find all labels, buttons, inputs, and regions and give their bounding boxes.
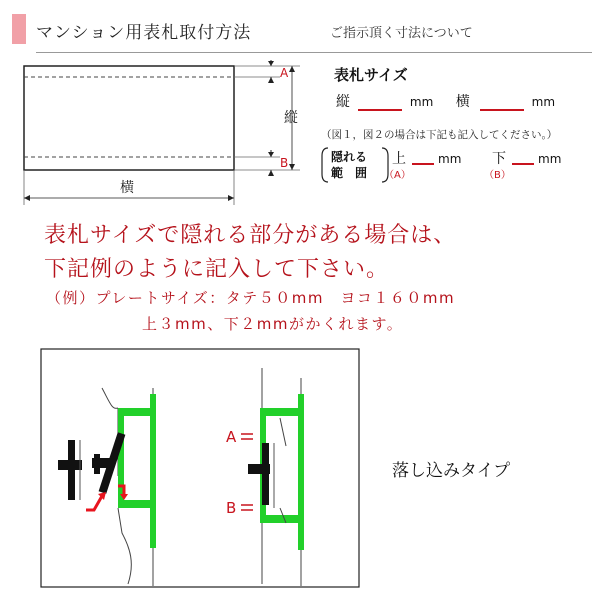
top-blank: [412, 149, 434, 165]
dimension-label-b: B: [280, 156, 289, 170]
diagram-border: [41, 349, 359, 587]
notice-line-2: 下記例のように記入して下さい。: [44, 257, 390, 282]
horizontal-label: 横: [455, 94, 470, 110]
mount-type-label: 落し込みタイプ: [392, 461, 511, 481]
header-divider: [36, 52, 592, 53]
top-label: 上: [392, 151, 406, 167]
plate-outline: [24, 66, 234, 170]
example-line-2: 上３mm、下２mmがかくれます。: [142, 315, 404, 333]
size-title: 表札サイズ: [334, 66, 408, 84]
page-subtitle: ご指示頂く寸法について: [330, 26, 473, 41]
vertical-label: 縦: [336, 94, 350, 110]
horizontal-unit: mm: [531, 95, 556, 109]
horizontal-blank: [480, 95, 524, 111]
top-sub-label: （A）: [384, 170, 411, 181]
vertical-unit: mm: [409, 95, 434, 109]
top-unit: mm: [438, 152, 462, 166]
hidden-range-label-2: 範 囲: [331, 166, 368, 180]
bottom-blank: [512, 149, 534, 165]
dimension-label-horizontal: 横: [120, 180, 134, 196]
dimension-label-a: A: [280, 66, 289, 80]
bottom-label: 下: [492, 151, 506, 167]
header: [12, 12, 582, 42]
example-line-1: （例）プレートサイズ：タテ５０mm ヨコ１６０mm: [46, 289, 456, 307]
bottom-sub-label: （B）: [484, 170, 511, 181]
hidden-range-block: [320, 146, 590, 186]
plate-dimension-diagram: [0, 60, 310, 210]
size-input-row: [336, 91, 596, 113]
page-title: マンション用表札取付方法: [36, 23, 252, 43]
instruction-note: （図１，図２の場合は下記も記入してください。）: [321, 129, 558, 141]
dimension-label-vertical: 縦: [284, 110, 298, 126]
mount-label-a: A: [226, 428, 237, 446]
mount-label-b: B: [226, 499, 237, 517]
vertical-blank: [358, 95, 402, 111]
mounting-diagram: [40, 348, 360, 588]
bottom-unit: mm: [538, 152, 562, 166]
header-accent-bar: [12, 14, 26, 44]
hidden-range-label-1: 隠れる: [331, 150, 368, 164]
notice-line-1: 表札サイズで隠れる部分がある場合は、: [44, 223, 457, 248]
